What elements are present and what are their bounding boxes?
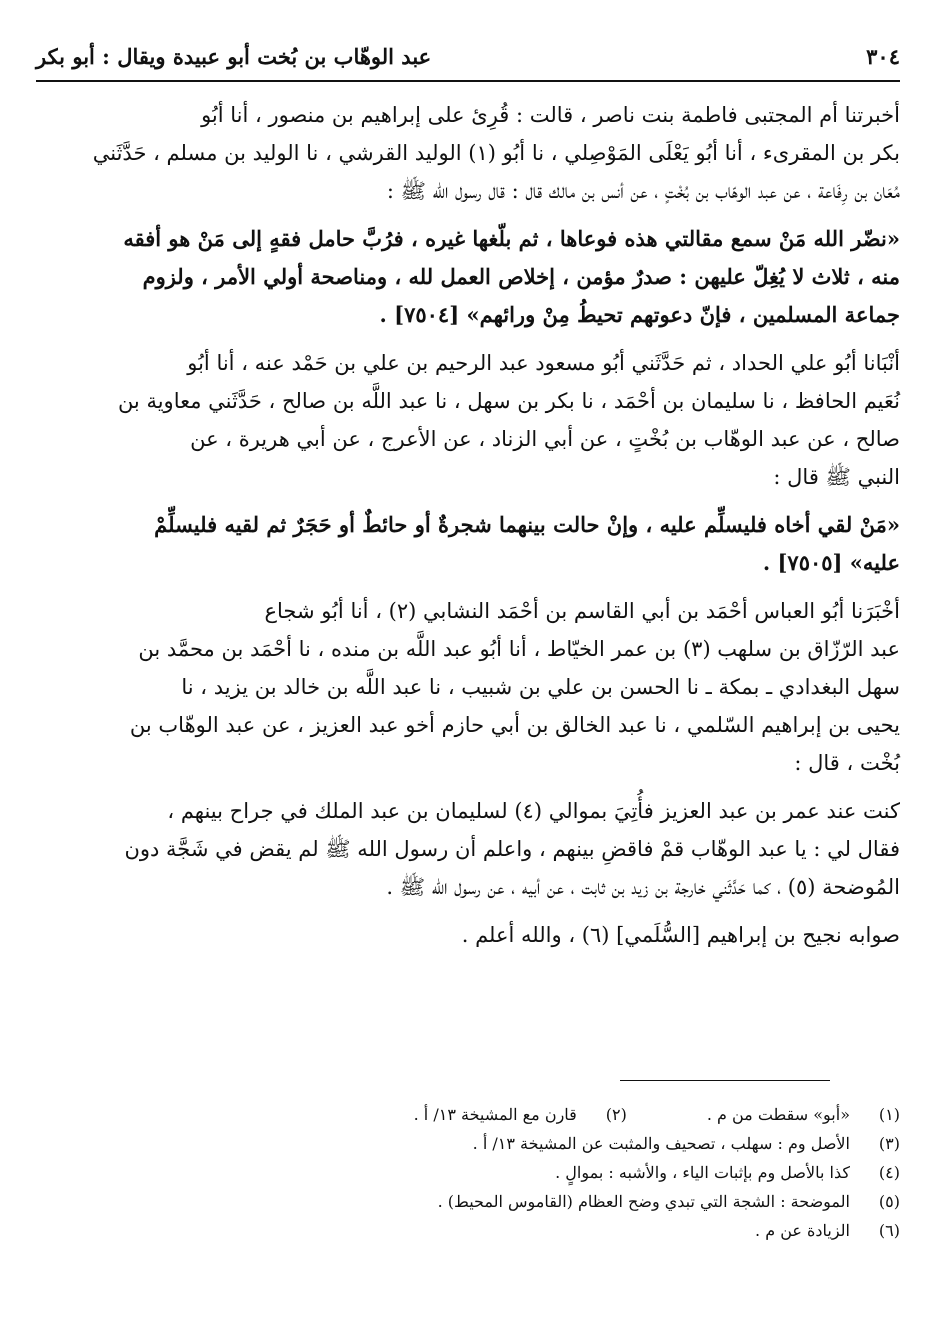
footnote-text: «أبو» سقطت من م . (706, 1105, 850, 1124)
footnote-text: كذا بالأصل وم بإثبات الياء ، والأشبه : بموالٍ . (555, 1163, 850, 1182)
text-line: المُوضحة (٥) ، كما حَدَّثَني خارجة بن زيد بن ثابت ، عن أبيه ، عن رسول الله ﷺ . (386, 875, 900, 899)
footnote-number: (٢) (605, 1105, 627, 1124)
footnote-number: (٥) (878, 1192, 900, 1211)
page-header (36, 36, 900, 76)
hadith-quote-2 (36, 506, 900, 582)
text-line: أخْبَرَنا أبُو العباس أحْمَد بن أبي القاسم بن أحْمَد النشابي (٢) ، أنا أبُو شجاع (264, 599, 900, 623)
footnote (36, 1187, 900, 1216)
text-line: صوابه نجيح بن إبراهيم [السُّلَمي] (٦) ، والله أعلم . (461, 923, 900, 947)
paragraph-5 (36, 916, 900, 954)
text-line: «مَنْ لقي أخاه فليسلِّم عليه ، وإنْ حالت بينهما شجرةٌ أو حائطٌ أو حَجَرٌ ثم لقيه فليسلِّمْ (154, 512, 900, 537)
footnote (36, 1216, 900, 1245)
footnote-text: الأصل وم : سهلب ، تصحيف والمثبت عن المشيخة ١٣/ أ . (472, 1134, 850, 1153)
hadith-quote-1 (36, 220, 900, 334)
paragraph-4 (36, 792, 900, 906)
text-line: صالح ، عن عبد الوهّاب بن بُخْتٍ ، عن أبي الزناد ، عن الأعرج ، عن أبي هريرة ، عن (190, 427, 900, 451)
footnote (36, 1158, 900, 1187)
text-line: فقال لي : يا عبد الوهّاب قمْ فاقضِ بينهم ، واعلم أن رسول الله ﷺ لم يقض في شَجَّة دون (124, 837, 900, 861)
text-line: أخبرتنا أم المجتبى فاطمة بنت ناصر ، قالت : قُرِئ على إبراهيم بن منصور ، أنا أبُو (201, 103, 900, 127)
text-line: يحيى بن إبراهيم السّلمي ، نا عبد الخالق بن أبي حازم أخو عبد العزيز ، عن عبد الوهّاب بن (129, 713, 900, 737)
footnote-number: (٦) (878, 1221, 900, 1240)
running-title: عبد الوهّاب بن بُخت أبو عبيدة ويقال : أبو بكر (36, 43, 432, 69)
footnote-text: قارن مع المشيخة ١٣/ أ . (413, 1105, 577, 1124)
footnote-number: (٣) (878, 1134, 900, 1153)
main-text (36, 96, 900, 964)
header-rule (36, 80, 900, 82)
footnotes (36, 1100, 900, 1245)
text-line: منه ، ثلاث لا يُغِلّ عليهن : صدرٌ مؤمن ، إخلاص العمل لله ، ومناصحة أولي الأمر ، ولزوم (142, 264, 900, 289)
footnote-text: الزيادة عن م . (755, 1221, 850, 1240)
text-line: «نضّر الله مَنْ سمع مقالتي هذه فوعاها ، ثم بلّغها غيره ، فرُبَّ حامل فقهٍ إلى مَنْ هو أفقه (123, 226, 900, 251)
footnote-number: (٤) (878, 1163, 900, 1182)
footnote-text: الموضحة : الشجة التي تبدي وضح العظام (القاموس المحيط) . (437, 1192, 850, 1211)
text-line: سهل البغدادي ـ بمكة ـ نا الحسن بن علي بن شبيب ، نا عبد اللَّه بن خالد بن يزيد ، نا (181, 675, 900, 699)
paragraph-2 (36, 344, 900, 496)
text-line: أنْبَانا أبُو علي الحداد ، ثم حَدَّثَني أبُو مسعود عبد الرحيم بن علي بن حَمْد عنه ، أنا أبُو (187, 351, 900, 375)
text-line: عليه» [٧٥٠٥] . (762, 550, 900, 575)
paragraph-1 (36, 96, 900, 210)
footnote-number: (١) (878, 1105, 900, 1124)
text-line: كنت عند عمر بن عبد العزيز فأُتِيَ بموالي (٤) لسليمان بن عبد الملك في جراح بينهم ، (167, 799, 900, 823)
text-line: بُخْت ، قال : (794, 751, 900, 775)
text-line: جماعة المسلمين ، فإنّ دعوتهم تحيطُ مِنْ ورائهم» [٧٥٠٤] . (379, 302, 900, 327)
page-number: ٣٠٤ (866, 43, 900, 69)
footnote (36, 1129, 900, 1158)
text-line: نُعَيم الحافظ ، نا سليمان بن أحْمَد ، نا بكر بن سهل ، نا عبد اللَّه بن صالح ، حَدَّثَني معاوية بن (117, 389, 900, 413)
footnote-rule (620, 1080, 830, 1081)
text-line: النبي ﷺ قال : (773, 465, 900, 489)
paragraph-3 (36, 592, 900, 782)
text-line: عبد الرّزّاق بن سلهب (٣) بن عمر الخيّاط ، أنا أبُو عبد اللَّه بن منده ، نا أحْمَد بن محمَّد بن (138, 637, 900, 661)
text-line: مُعَان بن رِفَاعة ، عن عبد الوهّاب بن بُخْتٍ ، عن أنس بن مالك قال : قال رسول الله ﷺ : (386, 179, 900, 203)
text-line: بكر بن المقرىء ، أنا أبُو يَعْلَى المَوْصِلي ، نا أبُو (١) الوليد القرشي ، نا الوليد بن مسلم ، حَدَّثَني (92, 141, 900, 165)
footnote (36, 1100, 900, 1129)
